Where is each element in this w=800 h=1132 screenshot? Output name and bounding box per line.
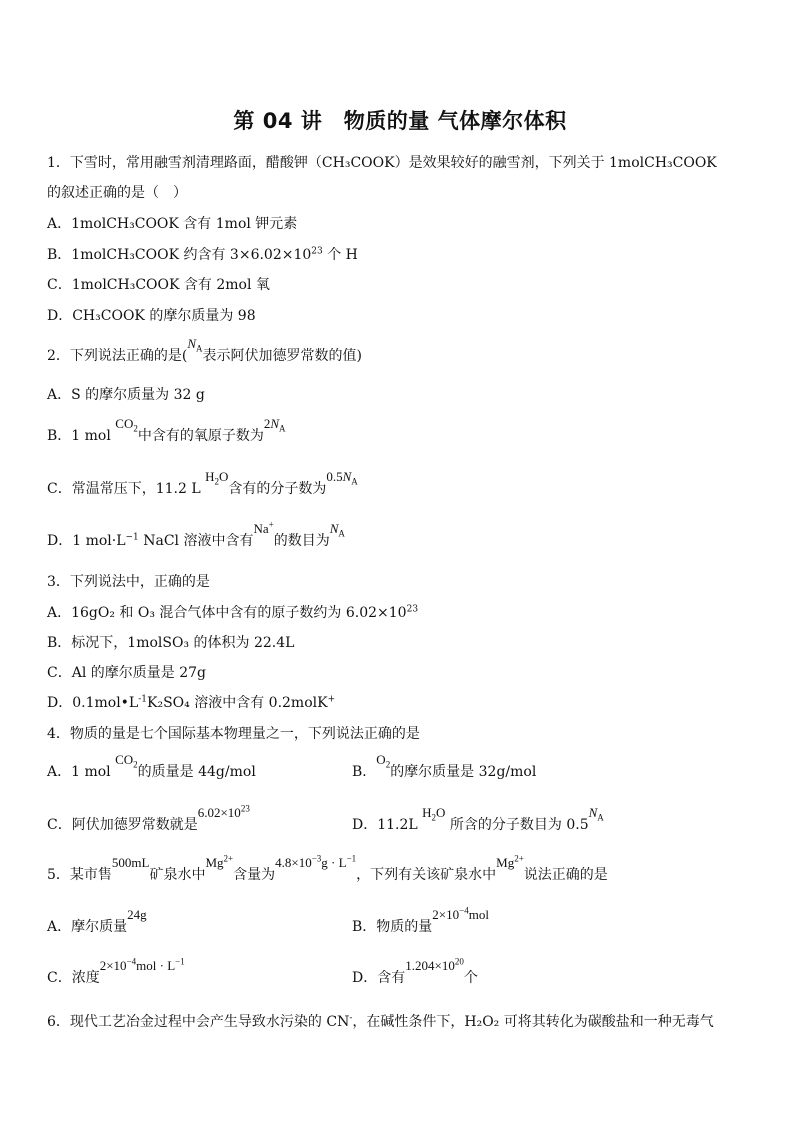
q5-stem: 5．某市售500mL矿泉水中$Mg^{2+}$含量为$4.8\times 10^{-3}g \cdot L^{-1}$，下列有关该矿泉水中$Mg^{2+}$说法正确的是 <box>47 853 608 883</box>
q4-option-b: B．$O_2$的摩尔质量是 32g/mol <box>352 752 537 780</box>
q6-stem: 6．现代工艺冶金过程中会产生导致水污染的 CN-，在碱性条件下，H₂O₂ 可将其转化为碳酸盐和一种无毒气 <box>47 1013 714 1030</box>
q2-option-a: A．S 的摩尔质量为 32 g <box>47 387 205 403</box>
q1-option-a: A．1molCH₃COOK 含有 1mol 钾元素 <box>47 216 298 232</box>
q4-option-a: A．1 mol $CO_2$的质量是 44g/mol <box>47 752 256 780</box>
q3-option-a: A．16gO₂ 和 O₃ 混合气体中含有的原子数约为 $6.02\times 10^{23}$ <box>47 604 419 621</box>
q4-stem: 4．物质的量是七个国际基本物理量之一，下列说法正确的是 <box>47 726 420 742</box>
q3-option-d: D．$0.1mol•L^{-1}K_2SO_4$ 溶液中含有 0.2molK+ <box>47 694 336 711</box>
q5-option-a: A．摩尔质量24g <box>47 907 147 935</box>
q4-option-c: C．阿伏加德罗常数就是$6.02\times 10^{23}$ <box>47 803 250 833</box>
q5-option-c: C．浓度$2\times 10^{-4}mol \cdot L^{-1}$ <box>47 956 185 986</box>
q2-option-b: B．1 mol $CO_2$中含有的氧原子数为$2N_A$ <box>47 416 286 444</box>
q1-stem-line1: 1．下雪时，常用融雪剂清理路面，醋酸钾（CH₃COOK）是效果较好的融雪剂，下列关于 1molCH₃COOK <box>47 155 717 171</box>
q3-option-c: C．Al 的摩尔质量是 27g <box>47 665 206 681</box>
q4-option-d: D．11.2L $H_2O$ 所含的分子数目为 $0.5N_A$ <box>352 805 604 833</box>
q1-stem-line2: 的叙述正确的是（ ） <box>47 185 187 201</box>
page-title: 第 04 讲 物质的量 气体摩尔体积 <box>233 109 567 133</box>
q1-option-b: B．1molCH₃COOK 约含有 $3\times 6.02\times 10^{23}$ 个 H <box>47 246 358 263</box>
q5-option-d: D．含有$1.204\times 10^{20}$个 <box>352 956 478 986</box>
q2-option-c: C．常温常压下，11.2 L $H_2O$含有的分子数为$0.5N_A$ <box>47 469 358 497</box>
q1-option-c: C．1molCH₃COOK 含有 2mol 氧 <box>47 277 270 293</box>
q3-stem: 3．下列说法中，正确的是 <box>47 574 210 590</box>
q2-option-d: D．1 $mol\cdot L^{-1}$ NaCl 溶液中含有Na+的数目为$N_A$ <box>47 519 345 549</box>
q5-option-b: B．物质的量$2\times 10^{-4}mol$ <box>352 905 489 935</box>
q2-stem: 2．下列说法正确的是($N_A$表示阿伏加德罗常数的值) <box>47 336 363 364</box>
q3-option-b: B．标况下，1molSO₃ 的体积为 22.4L <box>47 635 295 651</box>
q1-option-d: D．CH₃COOK 的摩尔质量为 98 <box>47 308 256 324</box>
